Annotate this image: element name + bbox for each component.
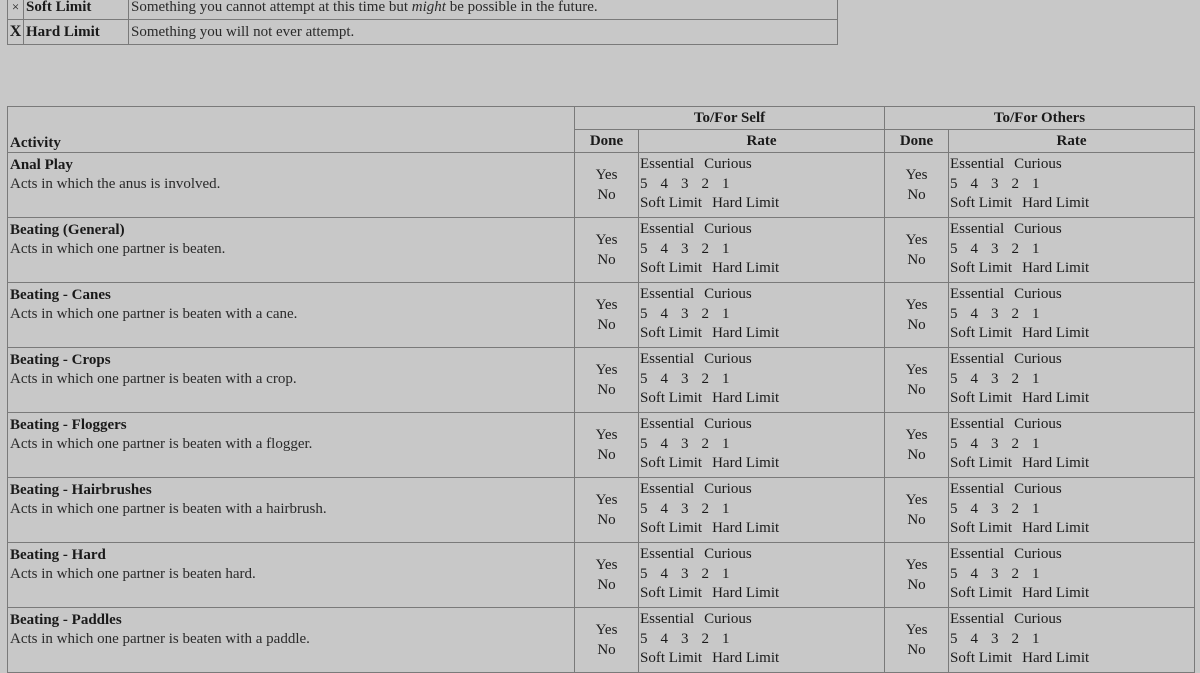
self-rate-cell	[639, 153, 885, 218]
done-no-option[interactable]: No	[597, 642, 616, 658]
done-no-option[interactable]: No	[907, 512, 926, 528]
rate-option-1[interactable]: 1	[1032, 305, 1040, 322]
rate-option-3[interactable]: 3	[991, 500, 999, 517]
rate-hard-limit-label: Hard Limit	[1022, 650, 1090, 666]
legend-description: Something you cannot attempt at this time but might be possible in the future.	[129, 0, 838, 20]
rate-option-1[interactable]: 1	[722, 240, 730, 257]
done-yes-option[interactable]: Yes	[595, 427, 618, 443]
activity-cell	[8, 413, 575, 478]
rate-option-1[interactable]: 1	[722, 565, 730, 582]
activity-cell	[8, 478, 575, 543]
rate-option-2[interactable]: 2	[1011, 435, 1020, 452]
rate-curious-label: Curious	[704, 481, 752, 497]
rate-curious-label: Curious	[1014, 351, 1062, 367]
rate-curious-label: Curious	[704, 546, 752, 562]
rate-option-3[interactable]: 3	[681, 500, 689, 517]
rate-option-2[interactable]: 2	[1011, 305, 1020, 322]
rate-option-4[interactable]: 4	[970, 500, 979, 517]
done-yes-option[interactable]: Yes	[595, 297, 618, 313]
activity-description: Acts in which one partner is beaten.	[10, 241, 226, 257]
rate-option-3[interactable]: 3	[991, 565, 999, 582]
rate-option-5[interactable]: 5	[640, 500, 648, 517]
others-rate-header: Rate	[949, 130, 1195, 153]
done-no-option[interactable]: No	[597, 577, 616, 593]
self-done-cell	[575, 543, 639, 608]
rate-curious-label: Curious	[704, 286, 752, 302]
rate-option-5[interactable]: 5	[950, 500, 958, 517]
activity-description: Acts in which one partner is beaten with a cane.	[10, 306, 298, 322]
done-yes-option[interactable]: Yes	[595, 557, 618, 573]
self-done-cell	[575, 478, 639, 543]
rate-option-1[interactable]: 1	[722, 500, 730, 517]
others-done-cell	[885, 478, 949, 543]
done-no-option[interactable]: No	[907, 187, 926, 203]
self-rate-cell	[639, 348, 885, 413]
self-rate-cell	[639, 218, 885, 283]
self-done-cell	[575, 218, 639, 283]
done-no-option[interactable]: No	[907, 382, 926, 398]
rate-soft-limit-label: Soft Limit	[640, 455, 703, 471]
done-yes-option[interactable]: Yes	[595, 167, 618, 183]
rate-option-5[interactable]: 5	[640, 435, 648, 452]
rate-option-5[interactable]: 5	[950, 370, 958, 387]
rate-option-4[interactable]: 4	[660, 630, 668, 647]
rate-option-2[interactable]: 2	[1011, 370, 1020, 387]
rate-option-3[interactable]: 3	[681, 305, 689, 322]
rate-essential-label: Essential	[950, 481, 1005, 497]
rate-essential-label: Essential	[950, 221, 1005, 237]
rate-option-4[interactable]: 4	[970, 370, 979, 387]
done-yes-option[interactable]: Yes	[905, 232, 928, 248]
rate-option-2[interactable]: 2	[1011, 500, 1020, 517]
rate-option-4[interactable]: 4	[970, 240, 979, 257]
rate-option-4[interactable]: 4	[970, 435, 979, 452]
rate-curious-label: Curious	[704, 156, 752, 172]
rate-option-1[interactable]: 1	[1032, 630, 1040, 647]
rate-hard-limit-label: Hard Limit	[712, 455, 780, 471]
rate-essential-label: Essential	[640, 611, 695, 627]
activity-description: Acts in which the anus is involved.	[10, 176, 221, 192]
rate-option-5[interactable]: 5	[950, 565, 958, 582]
self-done-cell	[575, 348, 639, 413]
done-no-option[interactable]: No	[907, 447, 926, 463]
rate-option-1[interactable]: 1	[722, 630, 730, 647]
rate-option-1[interactable]: 1	[722, 175, 730, 192]
others-done-cell	[885, 413, 949, 478]
rate-option-2[interactable]: 2	[701, 305, 709, 322]
rate-soft-limit-label: Soft Limit	[950, 650, 1013, 666]
others-rate-cell	[949, 608, 1195, 673]
self-done-cell	[575, 283, 639, 348]
rate-essential-label: Essential	[640, 481, 695, 497]
others-done-cell	[885, 283, 949, 348]
legend-row-soft-limit	[8, 0, 838, 20]
activity-cell	[8, 218, 575, 283]
rate-hard-limit-label: Hard Limit	[712, 585, 780, 601]
rate-option-1[interactable]: 1	[1032, 240, 1040, 257]
rate-soft-limit-label: Soft Limit	[950, 260, 1013, 276]
done-no-option[interactable]: No	[597, 382, 616, 398]
rate-option-3[interactable]: 3	[991, 370, 999, 387]
rate-option-2[interactable]: 2	[1011, 175, 1020, 192]
rate-option-4[interactable]: 4	[660, 565, 668, 582]
activity-description: Acts in which one partner is beaten hard.	[10, 566, 256, 582]
activity-description: Acts in which one partner is beaten with a flogger.	[10, 436, 313, 452]
done-yes-option[interactable]: Yes	[905, 362, 928, 378]
rate-essential-label: Essential	[640, 221, 695, 237]
rate-option-4[interactable]: 4	[660, 175, 668, 192]
done-yes-option[interactable]: Yes	[905, 492, 928, 508]
rate-option-1[interactable]: 1	[1032, 175, 1040, 192]
done-yes-option[interactable]: Yes	[595, 492, 618, 508]
rate-option-5[interactable]: 5	[950, 175, 958, 192]
rate-essential-label: Essential	[950, 546, 1005, 562]
done-yes-option[interactable]: Yes	[905, 427, 928, 443]
rate-essential-label: Essential	[950, 351, 1005, 367]
activity-cell	[8, 283, 575, 348]
activity-rows	[8, 153, 1195, 673]
activity-name: Beating (General)	[10, 222, 125, 238]
others-done-cell	[885, 348, 949, 413]
activity-name: Beating - Hard	[10, 547, 106, 563]
rate-essential-label: Essential	[640, 416, 695, 432]
rate-option-1[interactable]: 1	[1032, 565, 1040, 582]
activity-description: Acts in which one partner is beaten with a crop.	[10, 371, 297, 387]
others-rate-cell	[949, 478, 1195, 543]
rate-hard-limit-label: Hard Limit	[1022, 520, 1090, 536]
self-done-cell	[575, 608, 639, 673]
rate-option-1[interactable]: 1	[1032, 500, 1040, 517]
table-row	[8, 283, 1195, 348]
rate-hard-limit-label: Hard Limit	[1022, 390, 1090, 406]
rate-option-5[interactable]: 5	[640, 370, 648, 387]
rate-soft-limit-label: Soft Limit	[950, 325, 1013, 341]
rate-option-4[interactable]: 4	[970, 305, 979, 322]
done-no-option[interactable]: No	[597, 317, 616, 333]
rate-option-4[interactable]: 4	[660, 305, 668, 322]
table-row	[8, 348, 1195, 413]
legend-table	[7, 0, 838, 45]
rate-option-2[interactable]: 2	[701, 370, 709, 387]
rate-soft-limit-label: Soft Limit	[640, 325, 703, 341]
self-done-header: Done	[575, 130, 639, 153]
rate-option-5[interactable]: 5	[640, 630, 648, 647]
table-row	[8, 478, 1195, 543]
others-done-cell	[885, 153, 949, 218]
done-no-option[interactable]: No	[907, 577, 926, 593]
done-yes-option[interactable]: Yes	[905, 297, 928, 313]
rate-option-3[interactable]: 3	[991, 240, 999, 257]
self-rate-cell	[639, 413, 885, 478]
activity-name: Beating - Floggers	[10, 417, 127, 433]
rate-hard-limit-label: Hard Limit	[1022, 195, 1090, 211]
rate-option-2[interactable]: 2	[701, 175, 709, 192]
rate-soft-limit-label: Soft Limit	[640, 390, 703, 406]
rate-essential-label: Essential	[950, 416, 1005, 432]
table-row	[8, 153, 1195, 218]
rate-option-4[interactable]: 4	[660, 500, 668, 517]
rate-option-1[interactable]: 1	[1032, 435, 1040, 452]
rate-option-4[interactable]: 4	[970, 630, 979, 647]
rate-soft-limit-label: Soft Limit	[640, 520, 703, 536]
done-no-option[interactable]: No	[907, 642, 926, 658]
rate-soft-limit-label: Soft Limit	[950, 520, 1013, 536]
rate-curious-label: Curious	[1014, 286, 1062, 302]
rate-soft-limit-label: Soft Limit	[950, 455, 1013, 471]
rate-option-5[interactable]: 5	[950, 630, 958, 647]
others-rate-cell	[949, 348, 1195, 413]
hard-limit-symbol: X	[8, 20, 24, 45]
done-no-option[interactable]: No	[907, 252, 926, 268]
rate-hard-limit-label: Hard Limit	[712, 195, 780, 211]
rate-option-2[interactable]: 2	[701, 630, 709, 647]
activity-cell	[8, 543, 575, 608]
rate-essential-label: Essential	[950, 156, 1005, 172]
rate-soft-limit-label: Soft Limit	[640, 260, 703, 276]
rate-soft-limit-label: Soft Limit	[950, 390, 1013, 406]
self-done-cell	[575, 413, 639, 478]
rate-soft-limit-label: Soft Limit	[950, 585, 1013, 601]
rate-option-4[interactable]: 4	[660, 240, 668, 257]
self-rate-header: Rate	[639, 130, 885, 153]
rate-option-5[interactable]: 5	[950, 305, 958, 322]
soft-limit-symbol: ×	[8, 0, 24, 20]
rate-option-3[interactable]: 3	[681, 370, 689, 387]
rate-option-5[interactable]: 5	[640, 305, 648, 322]
rate-option-3[interactable]: 3	[991, 305, 999, 322]
rate-curious-label: Curious	[704, 611, 752, 627]
rate-option-2[interactable]: 2	[701, 435, 709, 452]
rate-essential-label: Essential	[950, 611, 1005, 627]
rate-hard-limit-label: Hard Limit	[712, 260, 780, 276]
activity-cell	[8, 153, 575, 218]
self-done-cell	[575, 153, 639, 218]
legend-row-hard-limit	[8, 20, 838, 45]
activity-description: Acts in which one partner is beaten with a hairbrush.	[10, 501, 327, 517]
done-yes-option[interactable]: Yes	[595, 622, 618, 638]
others-done-cell	[885, 608, 949, 673]
activity-table	[7, 106, 1195, 673]
activity-name: Beating - Hairbrushes	[10, 482, 152, 498]
others-group-header: To/For Others	[885, 107, 1195, 130]
rate-hard-limit-label: Hard Limit	[712, 520, 780, 536]
rate-hard-limit-label: Hard Limit	[712, 390, 780, 406]
rate-curious-label: Curious	[1014, 156, 1062, 172]
rate-essential-label: Essential	[640, 156, 695, 172]
done-no-option[interactable]: No	[597, 187, 616, 203]
rate-hard-limit-label: Hard Limit	[1022, 260, 1090, 276]
others-rate-cell	[949, 153, 1195, 218]
legend-name: Soft Limit	[24, 0, 129, 20]
rate-option-5[interactable]: 5	[950, 240, 958, 257]
done-no-option[interactable]: No	[597, 252, 616, 268]
others-done-cell	[885, 543, 949, 608]
others-done-header: Done	[885, 130, 949, 153]
rate-option-5[interactable]: 5	[950, 435, 958, 452]
rate-option-5[interactable]: 5	[640, 240, 648, 257]
rate-option-3[interactable]: 3	[991, 175, 999, 192]
others-rate-cell	[949, 218, 1195, 283]
others-rate-cell	[949, 543, 1195, 608]
rate-option-4[interactable]: 4	[660, 435, 668, 452]
rate-hard-limit-label: Hard Limit	[1022, 325, 1090, 341]
activity-name: Beating - Crops	[10, 352, 111, 368]
rate-essential-label: Essential	[950, 286, 1005, 302]
done-yes-option[interactable]: Yes	[905, 167, 928, 183]
rate-option-4[interactable]: 4	[970, 175, 979, 192]
rate-option-2[interactable]: 2	[1011, 630, 1020, 647]
rate-curious-label: Curious	[704, 351, 752, 367]
rate-option-1[interactable]: 1	[1032, 370, 1040, 387]
rate-option-2[interactable]: 2	[1011, 565, 1020, 582]
others-done-cell	[885, 218, 949, 283]
header-row-groups	[8, 107, 1195, 130]
done-yes-option[interactable]: Yes	[595, 232, 618, 248]
rate-option-1[interactable]: 1	[722, 305, 730, 322]
done-yes-option[interactable]: Yes	[905, 622, 928, 638]
rate-essential-label: Essential	[640, 546, 695, 562]
others-rate-cell	[949, 413, 1195, 478]
self-rate-cell	[639, 608, 885, 673]
rate-option-4[interactable]: 4	[660, 370, 668, 387]
rate-soft-limit-label: Soft Limit	[950, 195, 1013, 211]
self-group-header: To/For Self	[575, 107, 885, 130]
activity-name: Beating - Canes	[10, 287, 111, 303]
done-no-option[interactable]: No	[597, 447, 616, 463]
activity-cell	[8, 348, 575, 413]
rate-essential-label: Essential	[640, 351, 695, 367]
table-row	[8, 608, 1195, 673]
activity-name: Anal Play	[10, 157, 73, 173]
rate-curious-label: Curious	[704, 221, 752, 237]
rate-option-3[interactable]: 3	[681, 240, 689, 257]
rate-hard-limit-label: Hard Limit	[712, 650, 780, 666]
self-rate-cell	[639, 478, 885, 543]
rate-option-3[interactable]: 3	[991, 435, 999, 452]
rate-option-2[interactable]: 2	[701, 240, 709, 257]
rate-option-3[interactable]: 3	[681, 435, 689, 452]
rate-option-5[interactable]: 5	[640, 175, 648, 192]
rate-option-2[interactable]: 2	[701, 500, 709, 517]
rate-curious-label: Curious	[1014, 546, 1062, 562]
rate-curious-label: Curious	[1014, 611, 1062, 627]
rate-option-4[interactable]: 4	[970, 565, 979, 582]
rate-curious-label: Curious	[1014, 481, 1062, 497]
table-row	[8, 413, 1195, 478]
done-no-option[interactable]: No	[597, 512, 616, 528]
rate-option-3[interactable]: 3	[681, 175, 689, 192]
rate-soft-limit-label: Soft Limit	[640, 585, 703, 601]
rate-option-3[interactable]: 3	[991, 630, 999, 647]
legend-name: Hard Limit	[24, 20, 129, 45]
rate-option-1[interactable]: 1	[722, 435, 730, 452]
legend-description: Something you will not ever attempt.	[129, 20, 838, 45]
rate-option-3[interactable]: 3	[681, 630, 689, 647]
rate-soft-limit-label: Soft Limit	[640, 650, 703, 666]
done-yes-option[interactable]: Yes	[595, 362, 618, 378]
rate-curious-label: Curious	[1014, 221, 1062, 237]
activity-name: Beating - Paddles	[10, 612, 122, 628]
rate-curious-label: Curious	[704, 416, 752, 432]
activity-cell	[8, 608, 575, 673]
activity-description: Acts in which one partner is beaten with a paddle.	[10, 631, 310, 647]
rate-hard-limit-label: Hard Limit	[712, 325, 780, 341]
done-yes-option[interactable]: Yes	[905, 557, 928, 573]
self-rate-cell	[639, 283, 885, 348]
rate-soft-limit-label: Soft Limit	[640, 195, 703, 211]
done-no-option[interactable]: No	[907, 317, 926, 333]
rate-hard-limit-label: Hard Limit	[1022, 585, 1090, 601]
rate-option-3[interactable]: 3	[681, 565, 689, 582]
activity-header: Activity	[8, 107, 575, 153]
rate-option-1[interactable]: 1	[722, 370, 730, 387]
rate-option-2[interactable]: 2	[701, 565, 709, 582]
rate-essential-label: Essential	[640, 286, 695, 302]
others-rate-cell	[949, 283, 1195, 348]
rate-option-2[interactable]: 2	[1011, 240, 1020, 257]
rate-curious-label: Curious	[1014, 416, 1062, 432]
table-row	[8, 543, 1195, 608]
self-rate-cell	[639, 543, 885, 608]
rate-hard-limit-label: Hard Limit	[1022, 455, 1090, 471]
rate-option-5[interactable]: 5	[640, 565, 648, 582]
table-row	[8, 218, 1195, 283]
